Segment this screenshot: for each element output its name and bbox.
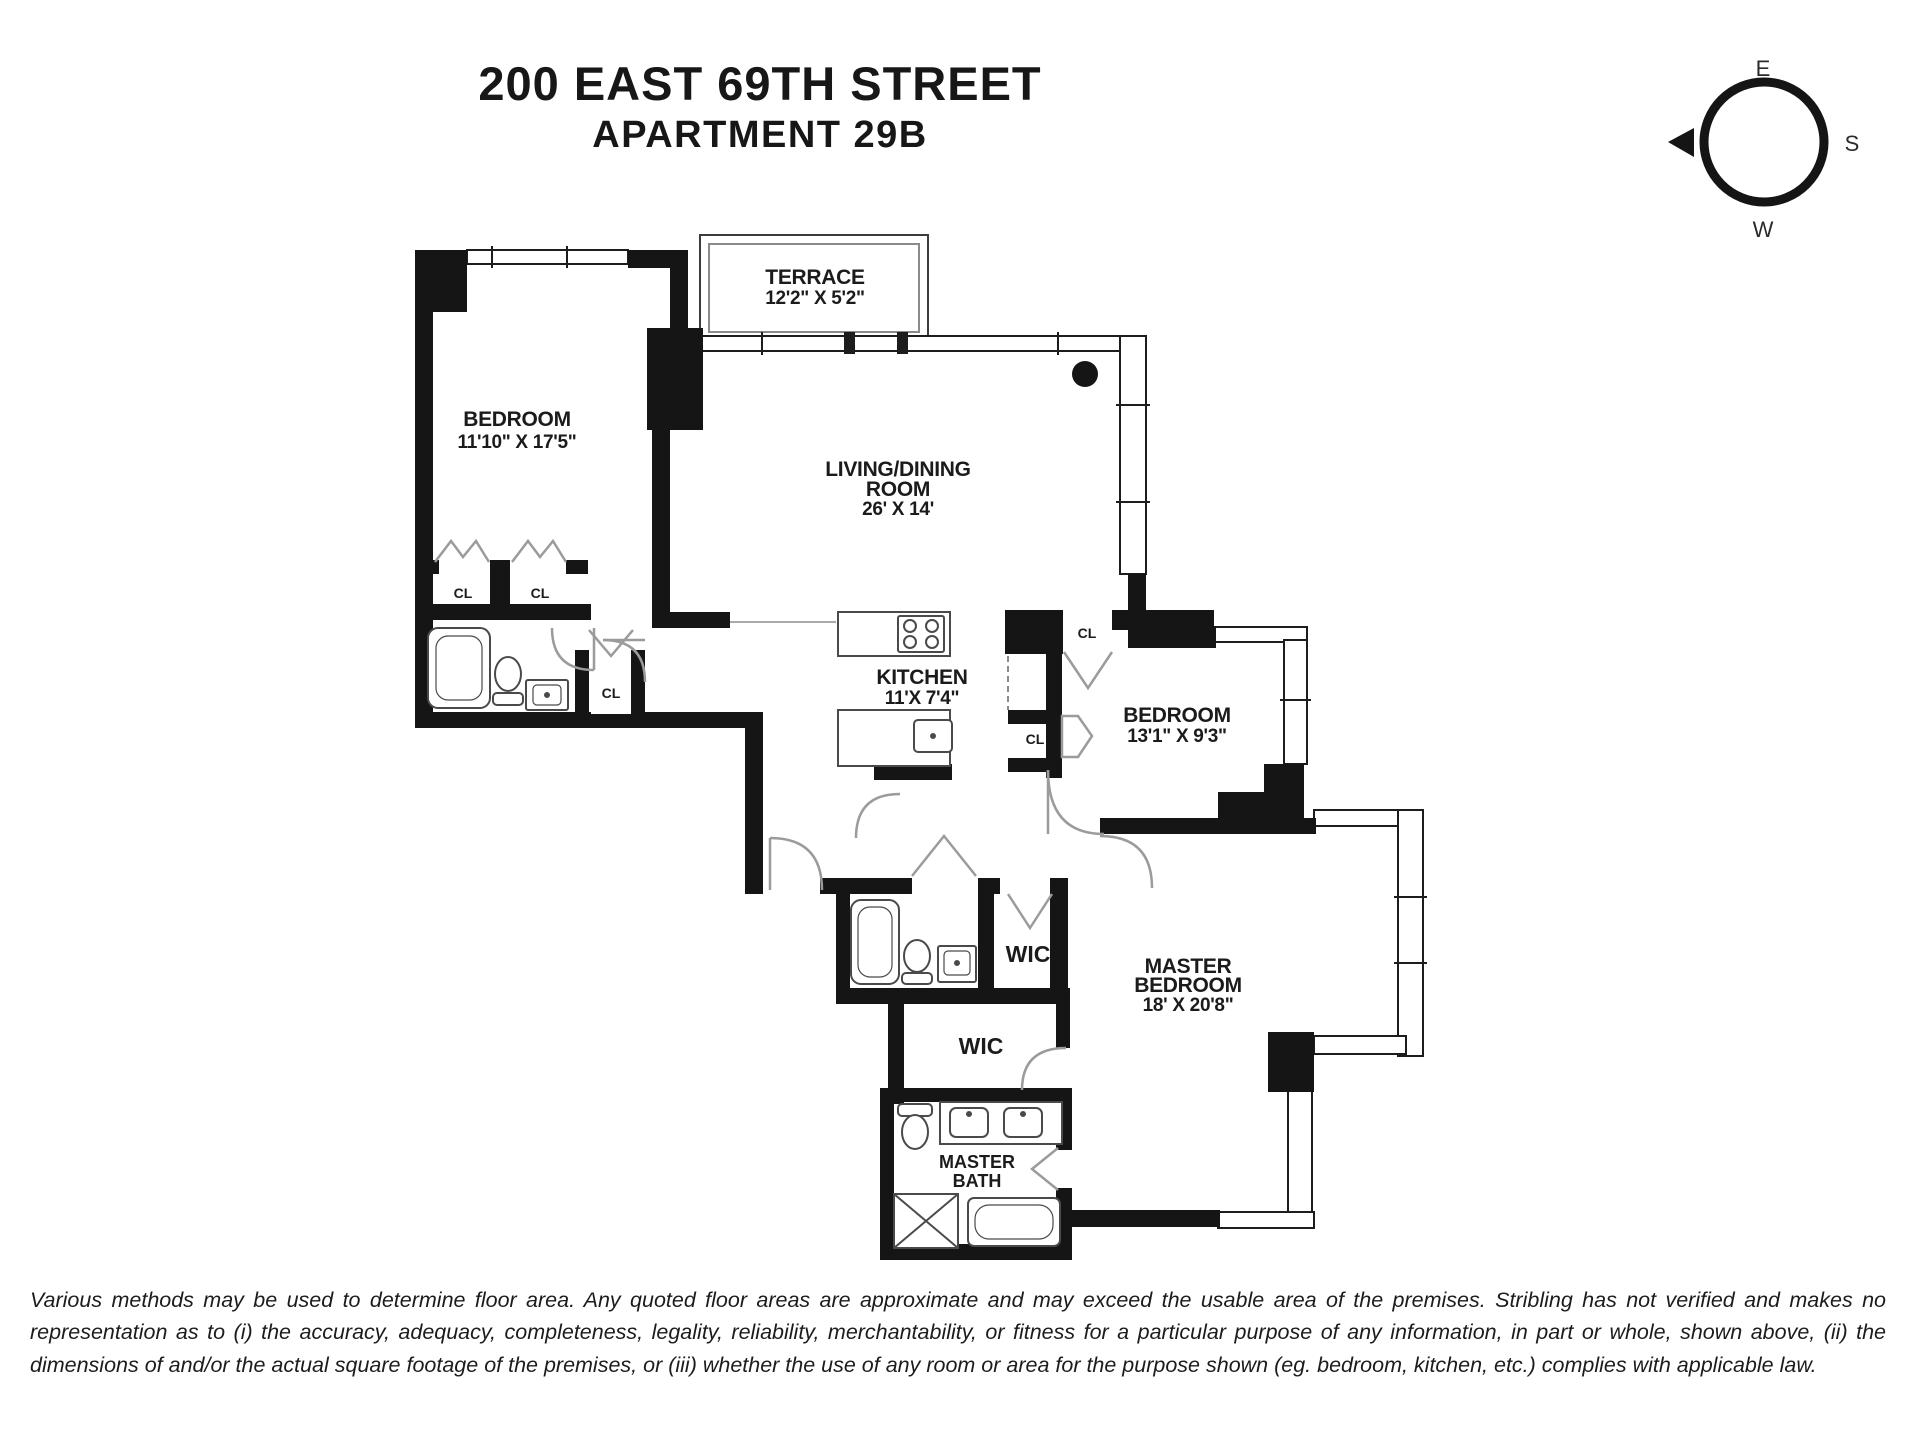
closet-label: CL bbox=[530, 585, 550, 601]
closet-label: CL bbox=[453, 585, 473, 601]
kitchen-label: KITCHEN bbox=[876, 666, 968, 689]
compass-circle bbox=[1704, 82, 1824, 202]
master-bedroom-label-line2: BEDROOM bbox=[1134, 974, 1242, 997]
shower-icon bbox=[894, 1194, 958, 1248]
stove-icon bbox=[898, 616, 944, 652]
toilet-icon bbox=[493, 657, 523, 705]
bedroom2-label: BEDROOM bbox=[1123, 704, 1231, 727]
toilet-icon bbox=[902, 940, 932, 984]
living-dims: 26' X 14' bbox=[862, 499, 934, 520]
bedroom1-label: BEDROOM bbox=[463, 408, 571, 431]
living-label-line2: ROOM bbox=[865, 478, 931, 501]
toilet-icon bbox=[898, 1104, 932, 1149]
sink-icon bbox=[526, 680, 568, 710]
bedroom1-dims: 11'10" X 17'5" bbox=[457, 432, 577, 453]
terrace-label: TERRACE bbox=[765, 266, 865, 289]
disclaimer-text: Various methods may be used to determine floor area. Any quoted floor areas are approximate and may exceed the usable area of the premises. Stribling has not verified and makes no representation as to (i) the accuracy, adequacy, completeness, legality, reliability, merchantability, or fitness for a particular purpose of any information, in part or whole, shown above, (ii) the dimensions of and/or the actual square footage of the premises, or (iii) whether the use of any room or area for the purpose shown (eg. bedroom, kitchen, etc.) complies with applicable law. bbox=[30, 1288, 1886, 1377]
master-bath-label-line2: BATH bbox=[952, 1171, 1002, 1191]
master-bedroom-dims: 18' X 20'8" bbox=[1142, 995, 1234, 1016]
master-bedroom-label-line1: MASTER bbox=[1144, 955, 1232, 978]
bathtub-icon bbox=[968, 1198, 1060, 1246]
sink-icon bbox=[938, 946, 976, 982]
closet-label: CL bbox=[601, 685, 621, 701]
living-label-line1: LIVING/DINING bbox=[825, 458, 971, 481]
compass-west: W bbox=[1752, 217, 1774, 242]
compass bbox=[1668, 56, 1859, 242]
building-address: 200 EAST 69TH STREET bbox=[478, 57, 1042, 110]
bedroom2-dims: 13'1" X 9'3" bbox=[1127, 726, 1227, 747]
compass-south: S bbox=[1844, 131, 1860, 156]
master-bath-label-line1: MASTER bbox=[939, 1152, 1015, 1172]
compass-east: E bbox=[1755, 56, 1771, 81]
kitchen-dims: 11'X 7'4" bbox=[884, 688, 960, 709]
wic-label: WIC bbox=[1005, 941, 1051, 967]
column-dot bbox=[1072, 361, 1098, 387]
terrace-dims: 12'2" X 5'2" bbox=[765, 288, 865, 309]
apartment-number: APARTMENT 29B bbox=[592, 113, 928, 156]
closet-label: CL bbox=[1025, 731, 1045, 747]
closet-label: CL bbox=[1077, 625, 1097, 641]
kitchen-sink-icon bbox=[914, 720, 952, 752]
compass-needle-icon bbox=[1668, 128, 1694, 157]
bathtub-icon bbox=[851, 900, 899, 984]
wic-label: WIC bbox=[958, 1033, 1004, 1059]
bathtub-icon bbox=[428, 628, 490, 708]
vanity-sinks-icon bbox=[940, 1102, 1062, 1144]
